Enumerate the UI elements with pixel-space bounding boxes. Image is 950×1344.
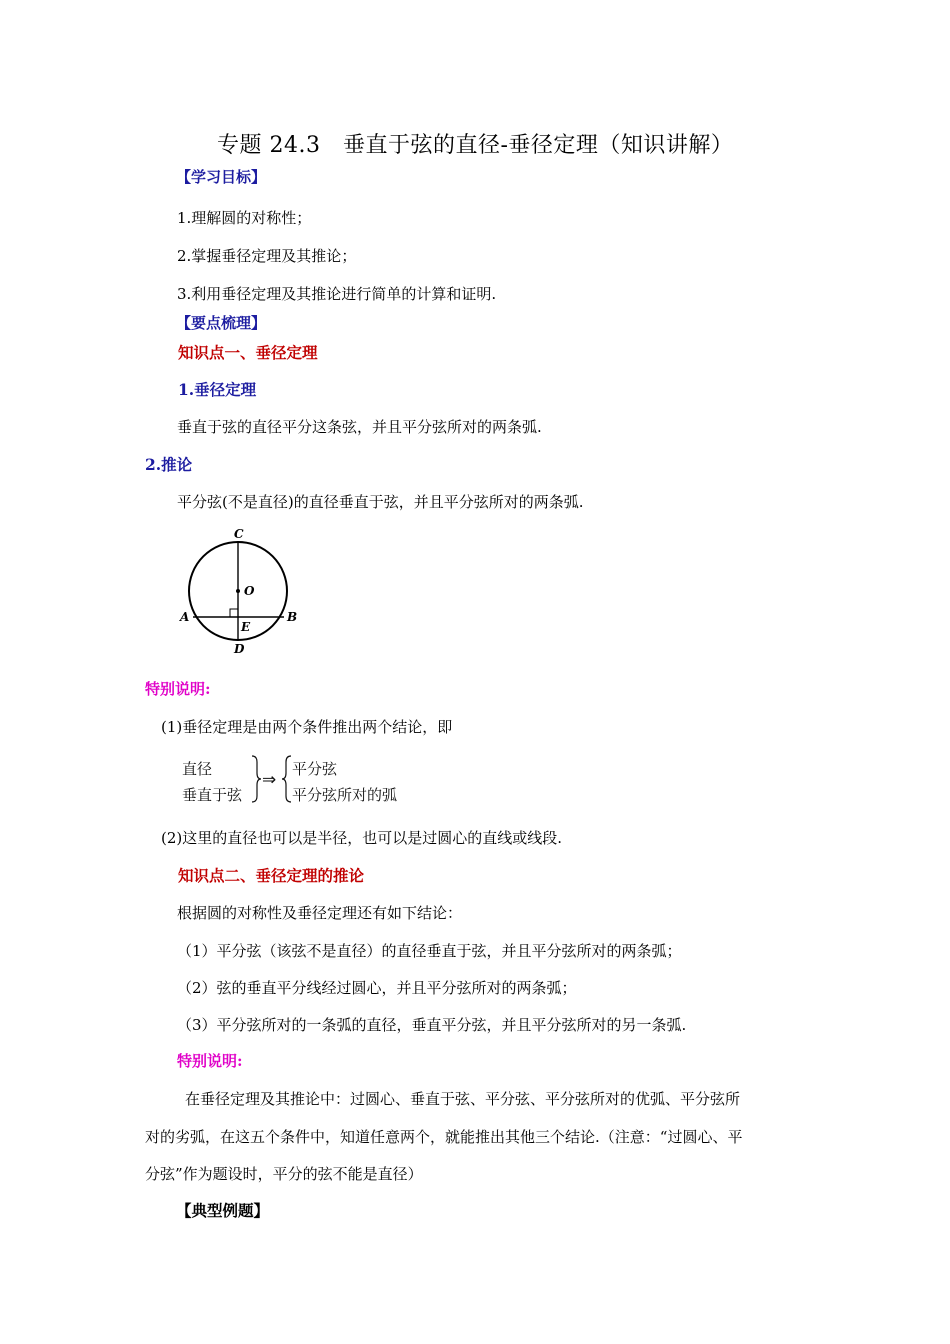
objective-item: 2.掌握垂径定理及其推论； (177, 247, 357, 265)
right-brace (250, 754, 262, 804)
kp1-sub1-text: 垂直于弦的直径平分这条弦，并且平分弦所对的两条弧. (177, 418, 542, 436)
note2-heading: 特别说明: (177, 1052, 243, 1070)
note1-item2: (2)这里的直径也可以是半径，也可以是过圆心的直线或线段. (161, 829, 563, 847)
objective-item: 3.利用垂径定理及其推论进行简单的计算和证明. (177, 285, 497, 303)
cond-diameter: 直径 (182, 760, 213, 778)
note1-item1: (1)垂径定理是由两个条件推出两个结论，即 (161, 718, 453, 736)
label-c: C (234, 527, 244, 541)
note1-heading: 特别说明: (145, 680, 211, 698)
right-angle-mark (230, 609, 238, 617)
result-bisect-arcs: 平分弦所对的弧 (292, 786, 398, 804)
note2-line: 对的劣弧，在这五个条件中，知道任意两个，就能推出其他三个结论.（注意：“过圆心、平 (145, 1128, 743, 1146)
page-title: 专题 24.3 垂直于弦的直径-垂径定理（知识讲解） (217, 133, 734, 158)
label-o: O (244, 584, 255, 598)
kp2-intro: 根据圆的对称性及垂径定理还有如下结论： (177, 904, 463, 922)
kp2-item: （3）平分弦所对的一条弧的直径，垂直平分弦，并且平分弦所对的另一条弧. (177, 1016, 687, 1034)
result-bisect-chord: 平分弦 (292, 760, 338, 778)
examples-heading: 【典型例题】 (176, 1201, 270, 1220)
note2-line: 在垂径定理及其推论中：过圆心、垂直于弦、平分弦、平分弦所对的优弧、平分弦所 (185, 1090, 741, 1108)
keypoints-heading: 【要点梳理】 (176, 314, 267, 332)
center-dot (236, 589, 240, 593)
label-a: A (180, 610, 190, 624)
objectives-heading: 【学习目标】 (176, 168, 267, 186)
kp2-heading: 知识点二、垂径定理的推论 (178, 866, 365, 885)
kp2-item: （1）平分弦（该弦不是直径）的直径垂直于弦，并且平分弦所对的两条弧； (177, 942, 682, 960)
objective-item: 1.理解圆的对称性； (177, 209, 312, 227)
circle-diagram (170, 522, 310, 658)
kp1-sub1-heading: 1.垂径定理 (178, 380, 257, 399)
label-b: B (287, 610, 298, 624)
label-e: E (241, 620, 251, 634)
kp2-item: （2）弦的垂直平分线经过圆心，并且平分弦所对的两条弧； (177, 979, 577, 997)
kp1-sub2-heading: 2.推论 (145, 455, 193, 474)
note2-line: 分弦”作为题设时，平分的弦不能是直径） (145, 1165, 423, 1183)
kp1-heading: 知识点一、垂径定理 (178, 343, 318, 362)
kp1-sub2-text: 平分弦(不是直径)的直径垂直于弦，并且平分弦所对的两条弧. (177, 493, 584, 511)
label-d: D (234, 642, 245, 656)
cond-perpendicular: 垂直于弦 (182, 786, 243, 804)
implies-arrow: ⇒ (262, 770, 277, 790)
